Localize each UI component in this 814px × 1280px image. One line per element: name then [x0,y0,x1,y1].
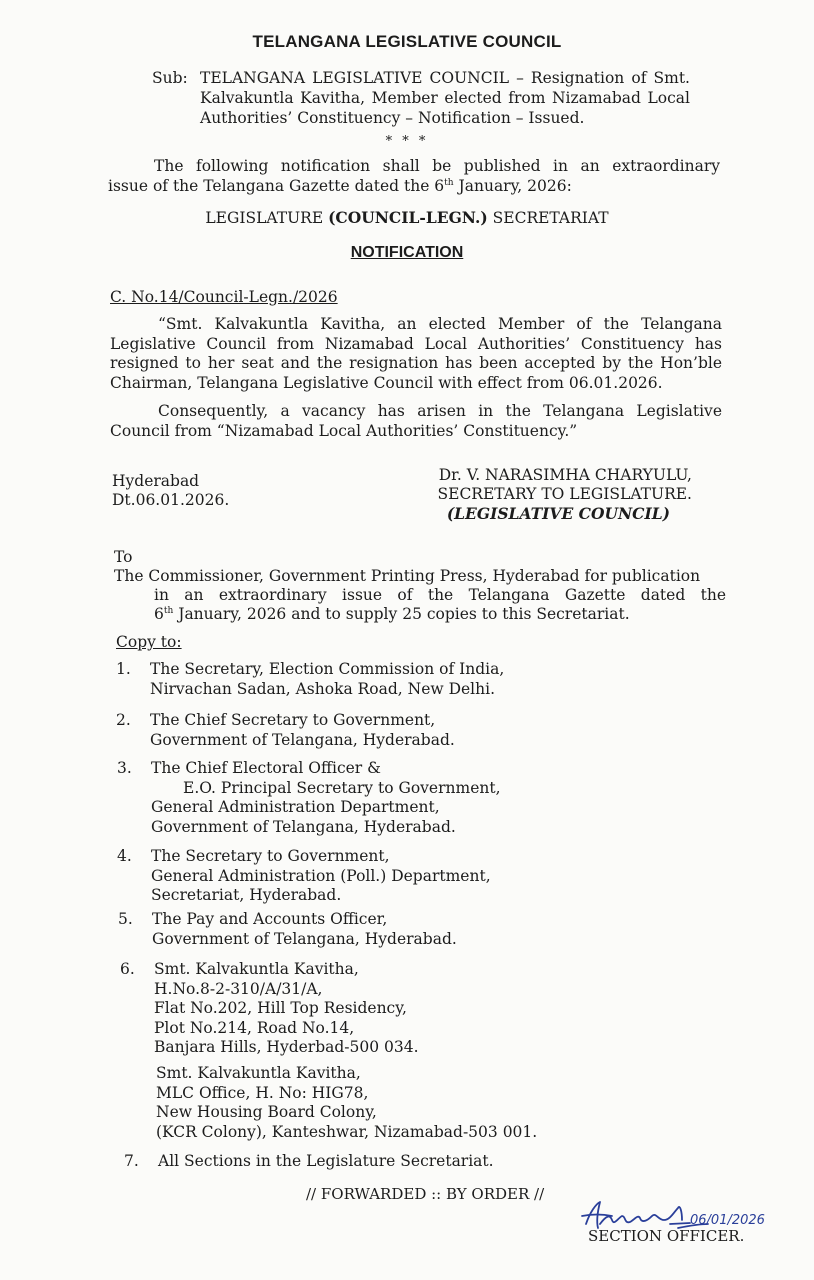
signatory-designation: SECRETARY TO LEGISLATURE. [437,485,692,503]
place-date-block [112,472,229,510]
copy-item-number: 7. [124,1152,139,1170]
copy-item-line: Nirvachan Sadan, Ashoka Road, New Delhi. [150,679,495,698]
intro-superscript: th [444,177,454,188]
copy-item-line: Government of Telangana, Hyderabad. [150,730,455,749]
secretariat-bold: (COUNCIL-LEGN.) [328,208,488,227]
copy-item-line: (KCR Colony), Kanteshwar, Nizamabad-503 001. [156,1122,538,1141]
addressee-date-day: 6 [154,605,164,623]
copy-item-line: The Secretary to Government, [151,847,390,865]
copy-item-number: 5. [118,910,133,928]
intro-line-2-end: January, 2026: [453,177,572,195]
signatory-block [420,466,692,523]
secretariat-post: SECRETARIAT [487,209,609,227]
subject-label: Sub: [152,69,188,87]
copy-item-line: General Administration Department, [151,798,440,816]
copy-item-number: 2. [116,711,131,729]
copy-item-line: H.No.8-2-310/A/31/A, [154,979,323,998]
to-label: To [114,548,133,566]
copy-item-line: Flat No.202, Hill Top Residency, [154,999,407,1017]
copy-item-line: Secretariat, Hyderabad. [151,886,342,904]
body-paragraph-2: Consequently, a vacancy has arisen in the Telangana Legislative Council from “Nizamabad Local Authorities’ Constituency.” [110,402,722,440]
copy-item-line: Government of Telangana, Hyderabad. [151,817,456,836]
copy-item-line: MLC Office, H. No: HIG78, [156,1083,369,1102]
signatory-name: Dr. V. NARASIMHA CHARYULU, [438,466,692,484]
copy-item-number: 6. [120,960,135,978]
intro-line-1: The following notification shall be published in an extraordinary [154,157,720,175]
intro-line-2-text: issue of the Telangana Gazette dated the 6 [108,177,445,195]
copy-item-number: 3. [117,759,132,777]
subject-text: TELANGANA LEGISLATIVE COUNCIL – Resignation of Smt. Kalvakuntla Kavitha, Member elected from Nizamabad Local Authorities’ Constituency – Notification – Issued. [200,69,690,127]
copy-item-line: Smt. Kalvakuntla Kavitha, [154,960,359,978]
addressee-line-1: The Commissioner, Government Printing Press, Hyderabad for publication [114,567,701,585]
signatory-office: (LEGISLATIVE COUNCIL) [446,504,670,523]
copy-item-line: Government of Telangana, Hyderabad. [152,929,457,948]
copy-item-line: Plot No.214, Road No.14, [154,1018,355,1037]
copy-item-line: The Secretary, Election Commission of India, [150,660,505,678]
forwarded-by-order: // FORWARDED :: BY ORDER // [306,1185,545,1203]
copy-item-line: General Administration (Poll.) Department, [151,866,491,885]
secretariat-pre: LEGISLATURE [205,209,329,227]
section-officer: SECTION OFFICER. [588,1227,745,1245]
addressee-superscript: th [163,605,174,616]
signature-date: 06/01/2026 [690,1213,765,1228]
separator-stars: * * * [385,134,429,149]
document-title: TELANGANA LEGISLATIVE COUNCIL [252,32,562,51]
copy-item-number: 1. [116,660,131,678]
copy-item-line: The Chief Electoral Officer & [151,759,381,777]
copy-item-line: E.O. Principal Secretary to Government, [183,778,501,797]
addressee-line-3 [114,605,726,624]
addressee-block [114,567,726,624]
intro-paragraph [108,156,720,196]
circular-number: C. No.14/Council-Legn./2026 [110,288,338,306]
body-paragraph-1: “Smt. Kalvakuntla Kavitha, an elected Member of the Telangana Legislative Council from Nizamabad Local Authorities’ Constituency has resigned to her seat and the resignation has been accepted by the Hon’ble Chairman, Telangana Legislative Council with effect from 06.01.2026. [110,315,722,392]
copy-item-line: All Sections in the Legislature Secretariat. [158,1152,494,1170]
copy-item-line: The Chief Secretary to Government, [150,711,436,729]
copy-item-line: Banjara Hills, Hyderbad-500 034. [154,1038,419,1056]
intro-line-2 [108,177,572,195]
copy-item-number: 4. [117,847,132,865]
addressee-line-3-text: January, 2026 and to supply 25 copies to this Secretariat. [173,605,630,623]
copy-item-line: The Pay and Accounts Officer, [152,910,388,928]
addressee-line-2: in an extraordinary issue of the Telangana Gazette dated the [154,586,726,604]
notification-heading: NOTIFICATION [350,244,464,261]
copy-to-label: Copy to: [116,633,182,651]
copy-item-line: Smt. Kalvakuntla Kavitha, [156,1064,361,1082]
issue-date: Dt.06.01.2026. [112,491,230,509]
place-city: Hyderabad [112,472,200,490]
copy-item-line: New Housing Board Colony, [156,1103,377,1121]
secretariat-heading [0,208,814,227]
